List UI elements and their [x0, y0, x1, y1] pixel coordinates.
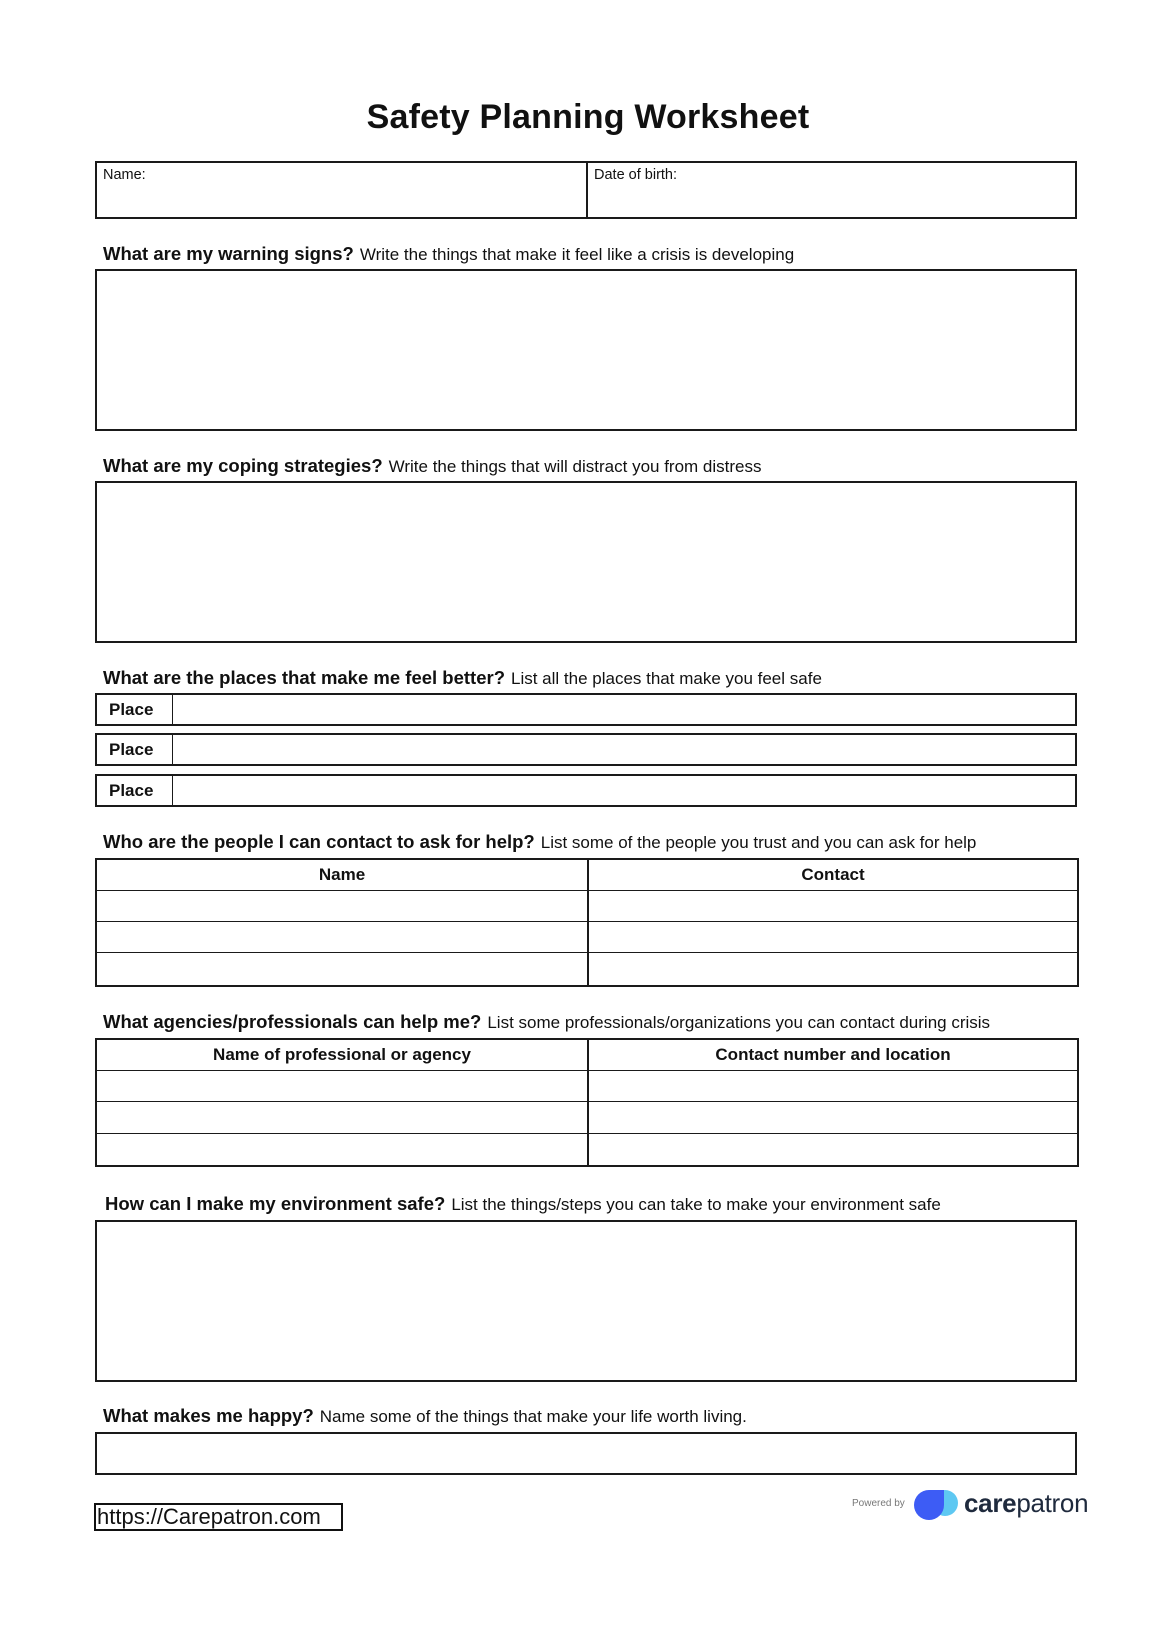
people-contact-cell[interactable]	[588, 890, 1078, 921]
place-input[interactable]	[173, 695, 1075, 724]
people-contact-cell[interactable]	[588, 921, 1078, 952]
agencies-column-contact: Contact number and location	[588, 1039, 1078, 1070]
people-name-cell[interactable]	[96, 890, 588, 921]
brand-light: patron	[1016, 1488, 1089, 1518]
environment-input[interactable]	[95, 1220, 1077, 1382]
agencies-description: List some professionals/organizations you can contact during crisis	[487, 1013, 991, 1032]
page-title: Safety Planning Worksheet	[366, 98, 810, 136]
place-row-1[interactable]	[95, 693, 1077, 726]
agencies-table	[95, 1038, 1079, 1167]
agency-name-cell[interactable]	[96, 1101, 588, 1133]
coping-input[interactable]	[95, 481, 1077, 643]
people-description: List some of the people you trust and you can ask for help	[540, 833, 977, 852]
agency-name-cell[interactable]	[96, 1070, 588, 1101]
table-row	[96, 890, 1078, 921]
carepatron-logo-icon	[914, 1489, 962, 1521]
happy-description: Name some of the things that make your life worth living.	[319, 1407, 747, 1426]
place-row-3[interactable]	[95, 774, 1077, 807]
happy-input[interactable]	[95, 1432, 1077, 1475]
happy-heading	[103, 1405, 747, 1427]
environment-description: List the things/steps you can take to make your environment safe	[451, 1195, 941, 1214]
place-row-2[interactable]	[95, 733, 1077, 766]
coping-description: Write the things that will distract you from distress	[388, 457, 762, 476]
table-row	[96, 1133, 1078, 1166]
agency-contact-cell[interactable]	[588, 1133, 1078, 1166]
people-column-name: Name	[96, 859, 588, 890]
places-heading	[103, 667, 822, 689]
places-question: What are the places that make me feel better?	[103, 667, 505, 688]
warning-signs-description: Write the things that make it feel like a crisis is developing	[359, 245, 795, 264]
environment-question: How can I make my environment safe?	[105, 1193, 446, 1214]
warning-signs-heading	[103, 243, 794, 265]
carepatron-wordmark	[964, 1488, 1088, 1519]
environment-heading	[105, 1193, 941, 1215]
agencies-question: What agencies/professionals can help me?	[103, 1011, 482, 1032]
warning-signs-input[interactable]	[95, 269, 1077, 431]
brand-bold: care	[964, 1488, 1017, 1518]
agencies-column-name: Name of professional or agency	[96, 1039, 588, 1070]
powered-by-label: Powered by	[852, 1498, 905, 1509]
happy-question: What makes me happy?	[103, 1405, 314, 1426]
dob-label: Date of birth:	[594, 167, 678, 183]
name-field[interactable]	[95, 161, 588, 219]
place-input[interactable]	[173, 735, 1075, 764]
people-name-cell[interactable]	[96, 952, 588, 986]
people-heading	[103, 831, 976, 853]
agency-contact-cell[interactable]	[588, 1070, 1078, 1101]
agencies-heading	[103, 1011, 990, 1033]
place-label: Place	[97, 735, 173, 764]
agency-name-cell[interactable]	[96, 1133, 588, 1166]
dob-field[interactable]	[586, 161, 1077, 219]
table-row	[96, 1070, 1078, 1101]
carepatron-link[interactable]: https://Carepatron.com	[94, 1503, 343, 1531]
people-table	[95, 858, 1079, 987]
agency-contact-cell[interactable]	[588, 1101, 1078, 1133]
table-row	[96, 952, 1078, 986]
coping-heading	[103, 455, 762, 477]
people-contact-cell[interactable]	[588, 952, 1078, 986]
coping-question: What are my coping strategies?	[103, 455, 383, 476]
warning-signs-question: What are my warning signs?	[103, 243, 354, 264]
people-column-contact: Contact	[588, 859, 1078, 890]
place-label: Place	[97, 695, 173, 724]
table-row	[96, 921, 1078, 952]
people-name-cell[interactable]	[96, 921, 588, 952]
people-question: Who are the people I can contact to ask for help?	[103, 831, 535, 852]
table-row	[96, 1101, 1078, 1133]
name-label: Name:	[103, 167, 146, 183]
place-input[interactable]	[173, 776, 1075, 805]
place-label: Place	[97, 776, 173, 805]
places-description: List all the places that make you feel safe	[511, 669, 822, 688]
